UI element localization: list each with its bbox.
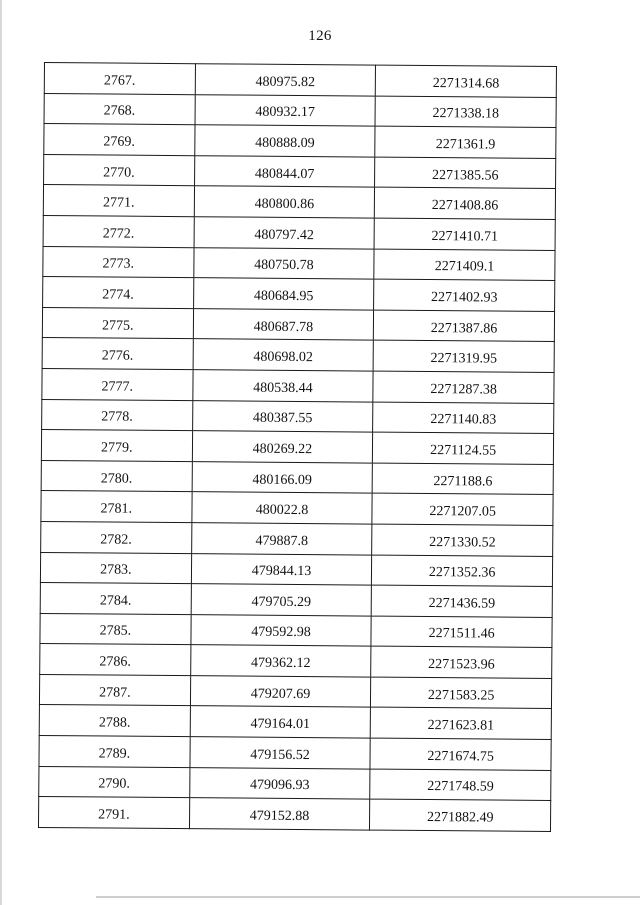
x-coordinate-cell xyxy=(191,584,372,616)
table-row xyxy=(40,613,552,648)
y-coordinate-value: 2271352.36 xyxy=(428,565,496,581)
point-number-value: 2780. xyxy=(100,470,133,487)
y-coordinate-cell xyxy=(374,310,555,342)
y-coordinate-cell xyxy=(371,708,552,740)
table-row xyxy=(41,521,553,556)
point-number-cell xyxy=(40,644,191,676)
table-row xyxy=(44,63,556,98)
x-coordinate-cell xyxy=(191,523,372,555)
point-number-value: 2775. xyxy=(101,318,134,334)
y-coordinate-value: 2271511.46 xyxy=(428,626,495,643)
x-coordinate-cell xyxy=(195,94,376,126)
x-coordinate-value: 480844.07 xyxy=(254,166,315,182)
y-coordinate-value: 2271408.86 xyxy=(431,198,499,214)
x-coordinate-cell xyxy=(193,278,374,310)
x-coordinate-cell xyxy=(193,339,374,371)
y-coordinate-cell xyxy=(371,677,552,709)
point-number-cell xyxy=(41,491,192,523)
x-coordinate-cell xyxy=(190,737,371,769)
page-number: 126 xyxy=(308,28,332,44)
scan-bottom-edge xyxy=(96,896,640,898)
y-coordinate-value: 2271287.38 xyxy=(430,381,497,398)
x-coordinate-value: 479096.93 xyxy=(249,778,310,794)
x-coordinate-cell xyxy=(193,370,374,402)
y-coordinate-cell xyxy=(376,65,557,97)
y-coordinate-value: 2271674.75 xyxy=(427,748,495,765)
point-number-cell xyxy=(42,368,193,400)
x-coordinate-cell xyxy=(191,614,372,646)
y-coordinate-cell xyxy=(373,432,554,464)
table-row xyxy=(39,674,551,709)
point-number-cell xyxy=(39,766,190,798)
x-coordinate-cell xyxy=(192,431,373,463)
y-coordinate-cell xyxy=(373,340,554,372)
y-coordinate-value: 2271409.1 xyxy=(434,259,495,275)
point-number-cell xyxy=(41,430,192,462)
table-row xyxy=(43,185,555,220)
x-coordinate-value: 480022.8 xyxy=(255,502,309,519)
table-row xyxy=(42,338,554,373)
table-row xyxy=(43,215,555,250)
x-coordinate-value: 479844.13 xyxy=(251,563,312,580)
y-coordinate-cell xyxy=(374,218,555,250)
y-coordinate-value: 2271583.25 xyxy=(427,687,495,704)
point-number-value: 2784. xyxy=(99,593,132,609)
point-number-cell xyxy=(40,583,191,615)
y-coordinate-cell xyxy=(370,738,551,770)
x-coordinate-value: 480797.42 xyxy=(254,227,314,243)
point-number-value: 2771. xyxy=(102,195,135,211)
y-coordinate-value: 2271623.81 xyxy=(427,718,495,734)
point-number-cell xyxy=(44,93,195,125)
x-coordinate-cell xyxy=(192,400,373,432)
y-coordinate-value: 2271436.59 xyxy=(428,595,496,612)
x-coordinate-value: 480166.09 xyxy=(252,472,313,488)
y-coordinate-cell xyxy=(373,371,554,403)
y-coordinate-value: 2271124.55 xyxy=(430,442,497,459)
point-number-value: 2787. xyxy=(99,685,131,701)
y-coordinate-cell xyxy=(373,402,554,434)
table-row xyxy=(43,277,555,312)
x-coordinate-value: 480750.78 xyxy=(254,258,314,274)
y-coordinate-cell xyxy=(370,799,551,831)
y-coordinate-value: 2271402.93 xyxy=(431,290,498,306)
y-coordinate-cell xyxy=(375,96,556,128)
point-number-cell xyxy=(44,63,195,95)
point-number-cell xyxy=(39,736,190,768)
table-body xyxy=(38,63,556,832)
y-coordinate-cell xyxy=(372,555,553,587)
point-number-value: 2790. xyxy=(98,776,130,793)
x-coordinate-value: 480684.95 xyxy=(253,288,314,305)
point-number-value: 2786. xyxy=(99,654,131,670)
y-coordinate-value: 2271523.96 xyxy=(428,657,495,673)
point-number-cell xyxy=(44,124,195,156)
table-row xyxy=(44,93,556,128)
x-coordinate-cell xyxy=(195,64,376,96)
x-coordinate-value: 480800.86 xyxy=(254,196,315,213)
point-number-value: 2770. xyxy=(103,165,135,181)
x-coordinate-value: 479164.01 xyxy=(250,716,311,733)
point-number-value: 2782. xyxy=(100,532,132,548)
x-coordinate-cell xyxy=(193,308,374,340)
x-coordinate-cell xyxy=(189,798,370,830)
point-number-value: 2772. xyxy=(102,226,135,242)
x-coordinate-value: 479152.88 xyxy=(249,808,310,825)
point-number-cell xyxy=(43,246,194,278)
point-number-cell xyxy=(38,797,189,829)
y-coordinate-value: 2271410.71 xyxy=(431,228,499,245)
point-number-value: 2779. xyxy=(100,440,133,456)
x-coordinate-value: 479592.98 xyxy=(251,625,311,641)
y-coordinate-cell xyxy=(372,493,553,525)
point-number-value: 2768. xyxy=(103,103,136,120)
point-number-value: 2788. xyxy=(98,715,131,731)
x-coordinate-cell xyxy=(189,767,370,799)
scan-edge xyxy=(0,0,2,905)
y-coordinate-value: 2271188.6 xyxy=(433,473,493,490)
point-number-cell xyxy=(43,277,194,309)
y-coordinate-value: 2271361.9 xyxy=(435,137,496,153)
point-number-value: 2785. xyxy=(99,623,132,640)
y-coordinate-value: 2271338.18 xyxy=(432,106,500,122)
point-number-cell xyxy=(41,521,192,553)
x-coordinate-cell xyxy=(192,461,373,493)
point-number-value: 2781. xyxy=(100,501,133,517)
point-number-cell xyxy=(40,613,191,645)
point-number-cell xyxy=(39,705,190,737)
table-row xyxy=(40,583,552,618)
x-coordinate-value: 480975.82 xyxy=(255,74,316,90)
table-row xyxy=(41,460,553,495)
x-coordinate-cell xyxy=(190,676,371,708)
x-coordinate-value: 480932.17 xyxy=(255,105,315,121)
table-row xyxy=(40,552,552,587)
point-number-value: 2778. xyxy=(101,409,133,426)
table-row xyxy=(38,797,550,832)
point-number-value: 2783. xyxy=(100,562,132,579)
y-coordinate-cell xyxy=(375,126,556,158)
table-row xyxy=(42,368,554,403)
x-coordinate-value: 480687.78 xyxy=(253,319,314,335)
y-coordinate-value: 2271207.05 xyxy=(429,504,496,520)
x-coordinate-value: 480538.44 xyxy=(253,380,313,396)
point-number-cell xyxy=(43,185,194,217)
x-coordinate-cell xyxy=(194,125,375,157)
x-coordinate-cell xyxy=(194,186,375,218)
y-coordinate-cell xyxy=(375,157,556,189)
point-number-value: 2767. xyxy=(103,73,136,89)
x-coordinate-cell xyxy=(191,553,372,585)
point-number-value: 2777. xyxy=(101,379,134,395)
table-row xyxy=(42,399,554,434)
y-coordinate-cell xyxy=(371,585,552,617)
y-coordinate-value: 2271314.68 xyxy=(432,75,500,92)
table-row xyxy=(40,644,552,679)
x-coordinate-cell xyxy=(194,217,375,249)
x-coordinate-value: 479207.69 xyxy=(250,686,311,702)
x-coordinate-cell xyxy=(190,706,371,738)
coordinates-table xyxy=(38,62,557,832)
y-coordinate-cell xyxy=(371,646,552,678)
point-number-value: 2769. xyxy=(103,134,136,150)
x-coordinate-value: 480269.22 xyxy=(252,441,313,458)
point-number-cell xyxy=(44,154,195,186)
point-number-value: 2774. xyxy=(102,287,134,303)
y-coordinate-value: 2271882.49 xyxy=(426,810,494,826)
y-coordinate-cell xyxy=(370,769,551,801)
point-number-cell xyxy=(39,674,190,706)
table-row xyxy=(39,736,551,771)
table-row xyxy=(41,430,553,465)
x-coordinate-cell xyxy=(193,247,374,279)
point-number-cell xyxy=(40,552,191,584)
x-coordinate-value: 479156.52 xyxy=(250,747,310,763)
point-number-cell xyxy=(42,307,193,339)
point-number-value: 2773. xyxy=(102,256,135,273)
point-number-cell xyxy=(41,460,192,492)
table-row xyxy=(44,154,556,189)
x-coordinate-value: 479362.12 xyxy=(250,655,311,672)
x-coordinate-value: 480888.09 xyxy=(255,135,315,152)
y-coordinate-value: 2271319.95 xyxy=(430,351,498,367)
x-coordinate-value: 479705.29 xyxy=(251,594,312,611)
point-number-value: 2791. xyxy=(98,807,130,823)
x-coordinate-cell xyxy=(194,155,375,187)
x-coordinate-cell xyxy=(192,492,373,524)
x-coordinate-value: 480387.55 xyxy=(252,410,313,427)
y-coordinate-cell xyxy=(372,524,553,556)
point-number-value: 2789. xyxy=(98,746,131,762)
y-coordinate-cell xyxy=(372,463,553,495)
table-row xyxy=(39,705,551,740)
x-coordinate-value: 480698.02 xyxy=(253,349,313,366)
point-number-cell xyxy=(43,215,194,247)
point-number-cell xyxy=(42,338,193,370)
table-row xyxy=(44,124,556,159)
x-coordinate-cell xyxy=(190,645,371,677)
y-coordinate-value: 2271330.52 xyxy=(429,534,496,551)
table-row xyxy=(42,307,554,342)
y-coordinate-cell xyxy=(375,187,556,219)
y-coordinate-value: 2271387.86 xyxy=(430,320,498,337)
table-row xyxy=(41,491,553,526)
y-coordinate-cell xyxy=(374,279,555,311)
table-row xyxy=(39,766,551,801)
y-coordinate-value: 2271140.83 xyxy=(430,412,497,428)
table-row xyxy=(43,246,555,281)
y-coordinate-value: 2271385.56 xyxy=(431,167,499,184)
y-coordinate-cell xyxy=(371,616,552,648)
point-number-value: 2776. xyxy=(101,348,134,364)
y-coordinate-cell xyxy=(374,249,555,281)
point-number-cell xyxy=(42,399,193,431)
x-coordinate-value: 479887.8 xyxy=(255,533,309,549)
y-coordinate-value: 2271748.59 xyxy=(427,779,494,796)
